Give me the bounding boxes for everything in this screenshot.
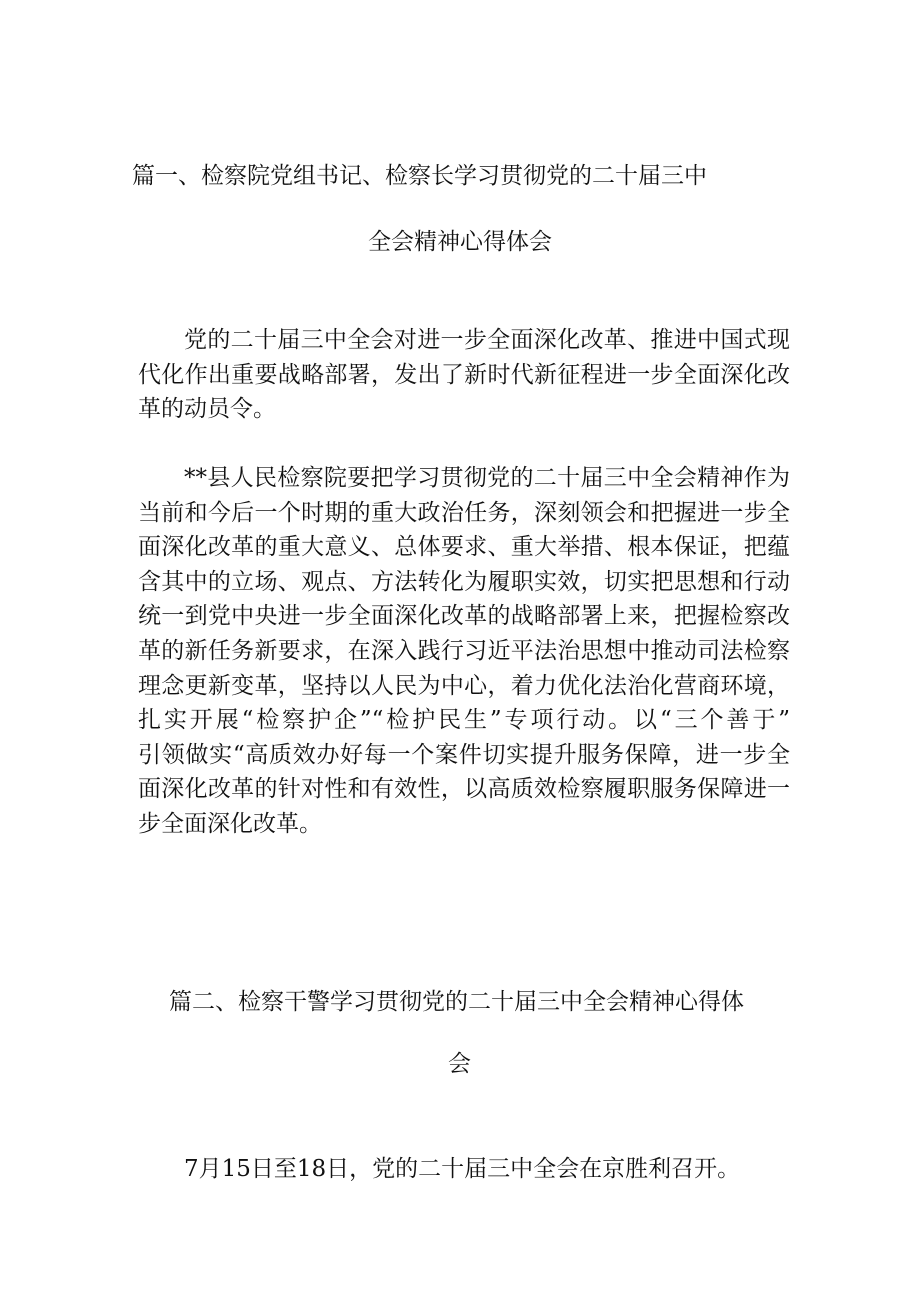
section2-paragraph-1 — [138, 1152, 790, 1187]
section1-paragraph-2 — [138, 461, 790, 842]
section1-title-line2: 全会精神心得体会 — [368, 229, 552, 255]
paragraph-line: 扎实开展“检察护企”“检护民生”专项行动。以“三个善于” — [138, 707, 790, 734]
paragraph-line: 革的动员令。 — [138, 396, 276, 423]
paragraph-line: 引领做实“高质效办好每一个案件切实提升服务保障，进一步全 — [138, 741, 790, 768]
section2-title-line2: 会 — [448, 1051, 471, 1077]
paragraph-line: 代化作出重要战略部署，发出了新时代新征程进一步全面深化改 — [138, 361, 790, 388]
section1-title-line1: 篇一、检察院党组书记、检察长学习贯彻党的二十届三中 — [132, 163, 707, 189]
paragraph-line: 7月15日至18日，党的二十届三中全会在京胜利召开。 — [184, 1156, 741, 1182]
section2-title-line1: 篇二、检察干警学习贯彻党的二十届三中全会精神心得体 — [169, 989, 744, 1015]
paragraph-line: 面深化改革的针对性和有效性，以高质效检察履职服务保障进一 — [138, 776, 790, 803]
paragraph-line: **县人民检察院要把学习贯彻党的二十届三中全会精神作为 — [184, 465, 790, 491]
paragraph-line: 步全面深化改革。 — [138, 810, 322, 837]
section1-paragraph-1 — [138, 323, 790, 427]
paragraph-line: 当前和今后一个时期的重大政治任务，深刻领会和把握进一步全 — [138, 499, 790, 526]
paragraph-line: 革的新任务新要求，在深入践行习近平法治思想中推动司法检察 — [138, 637, 790, 664]
paragraph-line: 理念更新变革，坚持以人民为中心，着力优化法治化营商环境， — [138, 672, 790, 699]
paragraph-line: 统一到党中央进一步全面深化改革的战略部署上来，把握检察改 — [138, 603, 790, 630]
paragraph-line: 含其中的立场、观点、方法转化为履职实效，切实把思想和行动 — [138, 568, 790, 595]
paragraph-line: 党的二十届三中全会对进一步全面深化改革、推进中国式现 — [184, 327, 790, 353]
paragraph-line: 面深化改革的重大意义、总体要求、重大举措、根本保证，把蕴 — [138, 534, 790, 561]
